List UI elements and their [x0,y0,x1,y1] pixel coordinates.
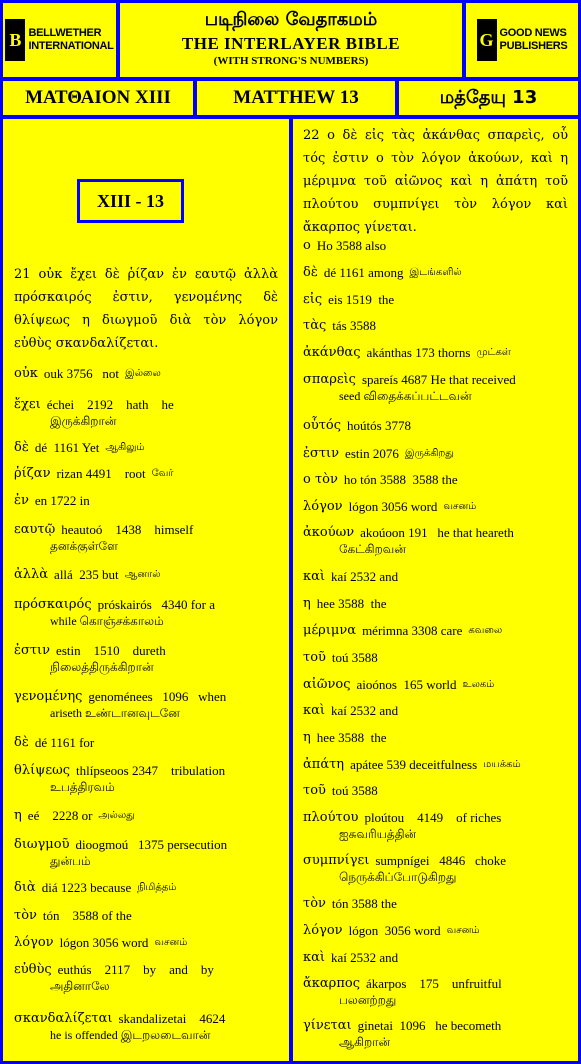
transliteration-strongs-english: ploútou 4149 of riches [364,810,502,825]
book-tamil-box [399,81,578,115]
transliteration-strongs-english: hee 3588 the [316,730,387,745]
tamil-gloss: வசனம் [443,501,477,512]
word-entry [14,597,280,629]
word-entry [303,783,569,799]
word-entry [303,446,569,462]
greek-word: ἀκάνθας [303,345,361,360]
greek-word: καὶ [303,569,326,584]
tamil-gloss: ஆனால் [124,569,161,580]
word-entry [14,962,280,994]
word-entry [14,837,280,869]
entry-continuation: அதினாலே [50,979,110,993]
tamil-gloss: மயக்கம் [483,759,521,770]
greek-word: αἰῶνος [303,677,351,692]
transliteration-strongs-english: estin 1510 dureth [56,643,166,658]
transliteration-strongs-english: diá 1223 because [41,880,132,895]
chapter-verse-label: XIII - 13 [77,179,184,223]
transliteration-strongs-english: genoménees 1096 when [88,689,227,704]
greek-word: εἰς [303,292,323,307]
entry-continuation: உபத்திரவம் [50,780,115,794]
greek-word: τὸν [14,908,37,923]
tamil-gloss: வசனம் [154,937,188,948]
greek-word: ἀκούων [303,525,355,540]
transliteration-strongs-english: mérimna 3308 care [362,623,463,638]
word-entry [14,908,280,924]
transliteration-strongs-english: dé 1161 among [323,265,404,280]
word-entry [14,1011,280,1043]
greek-word: λόγον [303,923,343,938]
greek-word: ἐστιν [303,446,340,461]
book-english: MATTHEW 13 [233,87,359,108]
word-entry [14,366,280,382]
transliteration-strongs-english: hee 3588 the [316,596,387,611]
book-greek: ΜΑΤΘΑΙΟΝ XIII [25,87,171,108]
tamil-gloss: வசனம் [446,925,480,936]
greek-word: γενομένης [14,689,83,704]
word-entry [303,472,569,488]
word-entry [14,880,280,896]
good-news-logo [466,3,578,77]
greek-word: σκανδαλίζεται [14,1011,113,1026]
transliteration-strongs-english: eis 1519 the [328,292,395,307]
greek-word: ἄκαρπος [303,976,360,991]
tamil-gloss: முட்கள் [476,347,511,358]
transliteration-strongs-english: aioónos 165 world [356,677,457,692]
greek-word: εαυτῷ [14,522,56,537]
greek-word: πλούτου [303,810,359,825]
word-entry [14,935,280,951]
transliteration-strongs-english: lógon 3056 word [59,935,149,950]
greek-word: λόγον [303,499,343,514]
transliteration-strongs-english: lógon 3056 word [348,923,441,938]
greek-word: σπαρεὶς [303,372,356,387]
tamil-gloss: இல்லை [124,368,161,379]
entry-continuation: தனக்குள்ளே [50,539,118,553]
transliteration-strongs-english: tás 3588 [332,318,376,333]
entry-continuation: ஆகிறான் [339,1035,391,1049]
word-entry [303,703,569,719]
right-column [293,119,578,1061]
entry-continuation: ஐசுவரியத்தின் [339,827,417,841]
word-entry [14,397,280,429]
good-news-emblem-icon: G [477,19,497,61]
word-entry [14,689,280,721]
greek-word: πρόσκαιρός [14,597,92,612]
transliteration-strongs-english: dioogmoú 1375 persecution [75,837,228,852]
greek-word: καὶ [303,950,326,965]
greek-word: η [14,808,22,823]
greek-word: δὲ [14,735,29,750]
greek-word: ῥίζαν [14,466,51,481]
entry-continuation: இருக்கிறான் [50,414,117,428]
right-logo-line1: GOOD NEWS [499,27,567,39]
word-entry [303,677,569,693]
greek-word: τοῦ [303,650,326,665]
word-entry [303,418,569,434]
tamil-gloss: ஆகிலும் [105,442,145,453]
entry-continuation: துன்பம் [50,854,91,868]
word-entry [303,976,569,1008]
word-entry [14,643,280,675]
greek-word: συμπνίγει [303,853,370,868]
entry-continuation: பலனற்றது [339,993,397,1007]
title-tamil: படிநிலை வேதாகமம் [204,9,378,30]
greek-word: τὸν [303,896,326,911]
greek-word: ἀλλὰ [14,567,49,582]
bellwether-logo [3,3,116,77]
greek-word: διωγμοῦ [14,837,70,852]
greek-word: τὰς [303,318,327,333]
word-entry [303,923,569,939]
title-subtitle: (WITH STRONG'S NUMBERS) [213,55,369,67]
transliteration-strongs-english: rizan 4491 root [56,466,146,481]
greek-word: η [303,730,311,745]
word-entry [303,730,569,746]
transliteration-strongs-english: skandalizetai 4624 [118,1011,226,1026]
transliteration-strongs-english: thlípseoos 2347 tribulation [75,763,226,778]
verse-22-text: 22 ο δὲ εἰς τὰς ἀκάνθας σπαρεὶς, οὗ τός ἐστιν ο τὸν λόγον ἀκούων, καὶ η μέριμνα τοῦ αἰῶνος καὶ η ἀπάτη τοῦ πλούτου συμπνίγει τὸν λόγον καὶ ἄκαρπος γίνεται. [303,128,568,235]
transliteration-strongs-english: apátee 539 deceitfulness [350,757,478,772]
entry-continuation: while கொஞ்சக்காலம் [50,614,164,628]
tamil-gloss: கவலை [468,625,503,636]
transliteration-strongs-english: lógon 3056 word [348,499,438,514]
entry-continuation: கேட்கிறவன் [339,542,406,556]
book-greek-box [3,81,193,115]
transliteration-strongs-english: tón 3588 the [331,896,397,911]
right-logo-line2: PUBLISHERS [499,40,568,52]
word-entry [303,757,569,773]
transliteration-strongs-english: échei 2192 hath he [46,397,174,412]
greek-word: τοῦ [303,783,326,798]
bellwether-emblem-icon: B [5,19,25,61]
transliteration-strongs-english: akánthas 173 thorns [366,345,471,360]
transliteration-strongs-english: allá 235 but [54,567,119,582]
greek-word: ο [303,238,311,253]
tamil-gloss: அல்லது [98,810,135,821]
word-entry [303,238,569,254]
word-entry [303,596,569,612]
greek-word: ο τὸν [303,472,338,487]
entry-continuation: seed விதைக்கப்பட்டவன் [339,389,472,403]
word-entry [303,896,569,912]
left-logo-line1: BELLWETHER [28,27,102,39]
word-entry [303,810,569,842]
transliteration-strongs-english: dé 1161 for [34,735,95,750]
tamil-gloss: உலகம் [462,679,495,690]
greek-word: μέριμνα [303,623,357,638]
word-entry [14,567,280,583]
greek-word: ἐστιν [14,643,51,658]
transliteration-strongs-english: akoúoon 191 he that heareth [360,525,514,540]
tamil-gloss: இருக்கிறது [404,448,454,459]
greek-word: γίνεται [303,1018,352,1033]
book-english-box [197,81,395,115]
title-block [120,3,462,77]
entry-continuation: நெருக்கிப்போடுகிறது [339,870,457,884]
word-entry [303,525,569,557]
transliteration-strongs-english: dé 1161 Yet [34,440,100,455]
tamil-gloss: இடங்களில் [409,267,462,278]
verse-21-text: 21 οὐκ ἔχει δὲ ῥίζαν ἐν εαυτῷ ἀλλὰ πρόσκαιρός ἐστιν, γενομένης δὲ θλίψεως η διωγμοῦ διὰ τὸν λόγον εὐθὺς σκανδαλίζεται. [14,267,278,351]
entry-continuation: ariseth உண்டானவுடனே [50,706,180,720]
word-entry [14,808,280,824]
word-entry [303,853,569,885]
greek-word: λόγον [14,935,54,950]
greek-word: ἐν [14,493,29,508]
entry-continuation: he is offended இடறலடைவான் [50,1028,211,1042]
greek-word: δὲ [303,265,318,280]
transliteration-strongs-english: heautoó 1438 himself [61,522,194,537]
transliteration-strongs-english: toú 3588 [331,783,378,798]
transliteration-strongs-english: kaí 2532 and [331,703,399,718]
transliteration-strongs-english: ginetai 1096 he becometh [357,1018,502,1033]
transliteration-strongs-english: toú 3588 [331,650,378,665]
greek-word: εὐθὺς [14,962,52,977]
greek-word: ἀπάτη [303,757,345,772]
entry-continuation: நிலைத்திருக்கிறான் [50,660,154,674]
word-entry [303,650,569,666]
left-logo-line2: INTERNATIONAL [28,40,114,52]
transliteration-strongs-english: kaí 2532 and [331,950,399,965]
greek-word: δὲ [14,440,29,455]
greek-word: οὐκ [14,366,38,381]
word-entry [14,763,280,795]
title-main: THE INTERLAYER BIBLE [181,34,401,53]
transliteration-strongs-english: eé 2228 or [27,808,93,823]
word-entry [14,466,280,482]
transliteration-strongs-english: sumpnígei 4846 choke [375,853,507,868]
transliteration-strongs-english: en 1722 in [34,493,90,508]
transliteration-strongs-english: kaí 2532 and [331,569,399,584]
transliteration-strongs-english: euthús 2117 by and by [57,962,214,977]
greek-word: διὰ [14,880,36,895]
transliteration-strongs-english: tón 3588 of the [42,908,132,923]
transliteration-strongs-english: ouk 3756 not [43,366,119,381]
greek-word: θλίψεως [14,763,70,778]
word-entry [303,950,569,966]
greek-word: καὶ [303,703,326,718]
book-tamil: மத்தேயு 13 [439,86,538,108]
word-entry [303,372,569,404]
word-entry [303,1018,569,1050]
word-entry [303,499,569,515]
transliteration-strongs-english: spareís 4687 He that received [361,372,516,387]
greek-word: η [303,596,311,611]
word-entry [303,318,569,334]
tamil-gloss: நிமித்தம் [137,882,177,893]
tamil-gloss: வேர் [151,468,174,479]
word-entry [14,493,280,509]
word-entry [303,292,569,308]
word-entry [14,522,280,554]
word-entry [303,623,569,639]
transliteration-strongs-english: estin 2076 [345,446,399,461]
word-entry [303,265,569,281]
transliteration-strongs-english: próskairós 4340 for a [97,597,215,612]
greek-word: ἔχει [14,397,41,412]
word-entry [303,569,569,585]
transliteration-strongs-english: hoútós 3778 [347,418,411,433]
word-entry [14,735,280,751]
word-entry [14,440,280,456]
transliteration-strongs-english: Ho 3588 also [316,238,387,253]
greek-word: οὗτός [303,418,342,433]
word-entry [303,345,569,361]
transliteration-strongs-english: ákarpos 175 unfruitful [365,976,502,991]
transliteration-strongs-english: ho tón 3588 3588 the [343,472,458,487]
